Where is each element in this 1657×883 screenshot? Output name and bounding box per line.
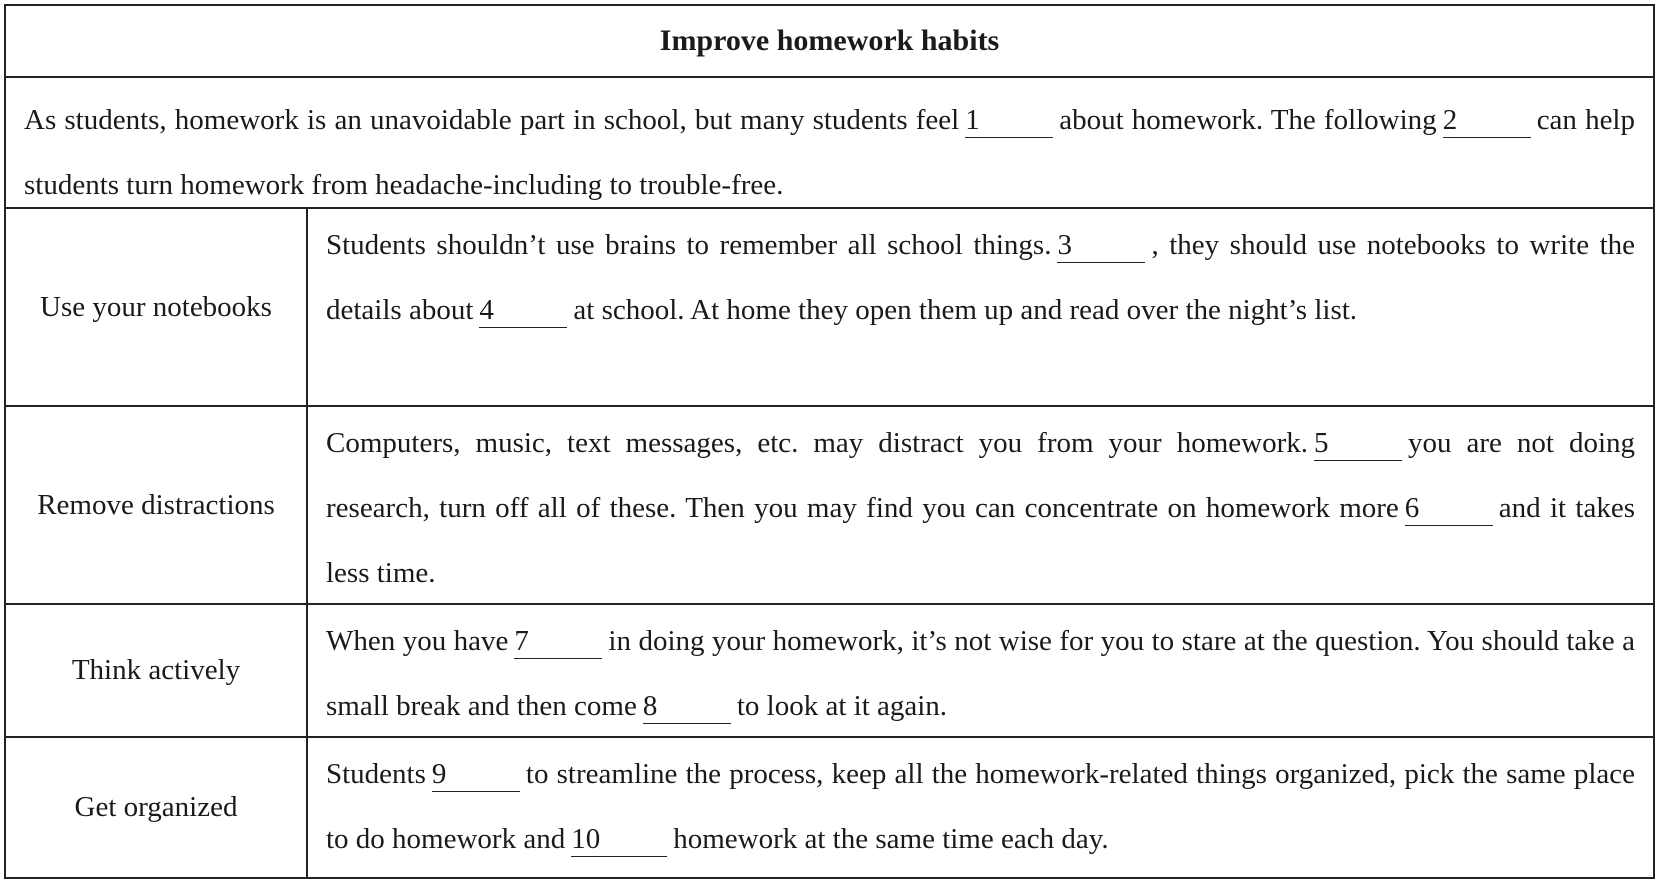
section-label-text: Remove distractions (37, 488, 275, 521)
blank-8: 8 (643, 689, 731, 724)
section-body-notebooks (308, 209, 1653, 405)
section-text-part: Students (326, 758, 426, 790)
section-text-part: homework at the same time each day. (673, 823, 1109, 855)
section-text-part: , they should use notebooks to write the details about (326, 229, 1636, 326)
section-label-notebooks (6, 209, 308, 405)
section-text-part: at school. At home they open them up and read over the night’s list. (573, 294, 1358, 326)
blank-2: 2 (1443, 103, 1531, 138)
section-text-part: Computers, music, text messages, etc. may distract you from your homework. (326, 427, 1308, 459)
title-text: Improve homework habits (659, 24, 1000, 57)
section-body-think (308, 605, 1653, 736)
section-text-part: to look at it again. (736, 690, 948, 722)
section-body-distractions (308, 407, 1653, 603)
table-title (6, 6, 1653, 78)
section-text-part: and it takes less time. (326, 492, 1636, 589)
blank-3: 3 (1057, 228, 1145, 263)
section-text-part: to streamline the process, keep all the homework-related things organized, pick the same place to do homework and (326, 758, 1635, 855)
intro-text-part-3: can help students turn homework from headache-including to trouble-free. (24, 104, 1635, 201)
section-row-think (6, 605, 1653, 738)
intro-text-part-1: As students, homework is an unavoidable part in school, but many students feel (24, 104, 960, 136)
section-body-organized (308, 738, 1653, 877)
section-label-think (6, 605, 308, 736)
section-row-notebooks (6, 209, 1653, 407)
blank-5: 5 (1314, 426, 1402, 461)
blank-7: 7 (514, 624, 602, 659)
section-label-distractions (6, 407, 308, 603)
blank-6: 6 (1405, 491, 1493, 526)
section-row-organized (6, 738, 1653, 877)
section-text-part: When you have (326, 625, 509, 657)
section-label-text: Use your notebooks (40, 290, 272, 323)
blank-9: 9 (432, 757, 520, 792)
intro-paragraph (6, 78, 1653, 209)
section-text-part: Students shouldn’t use brains to remember all school things. (326, 229, 1052, 261)
section-row-distractions (6, 407, 1653, 605)
section-label-text: Get organized (74, 791, 238, 823)
intro-text-part-2: about homework. The following (1059, 104, 1437, 136)
section-label-text: Think actively (71, 654, 241, 686)
blank-4: 4 (479, 293, 567, 328)
section-text-part: in doing your homework, it’s not wise for you to stare at the question. You should take a small break and then come (326, 625, 1635, 722)
blank-1: 1 (965, 103, 1053, 138)
homework-habits-table (4, 4, 1655, 879)
section-label-organized (6, 738, 308, 877)
section-text-part: you are not doing research, turn off all of these. Then you may find you can concentrate on homework more (326, 427, 1636, 524)
blank-10: 10 (571, 822, 667, 857)
